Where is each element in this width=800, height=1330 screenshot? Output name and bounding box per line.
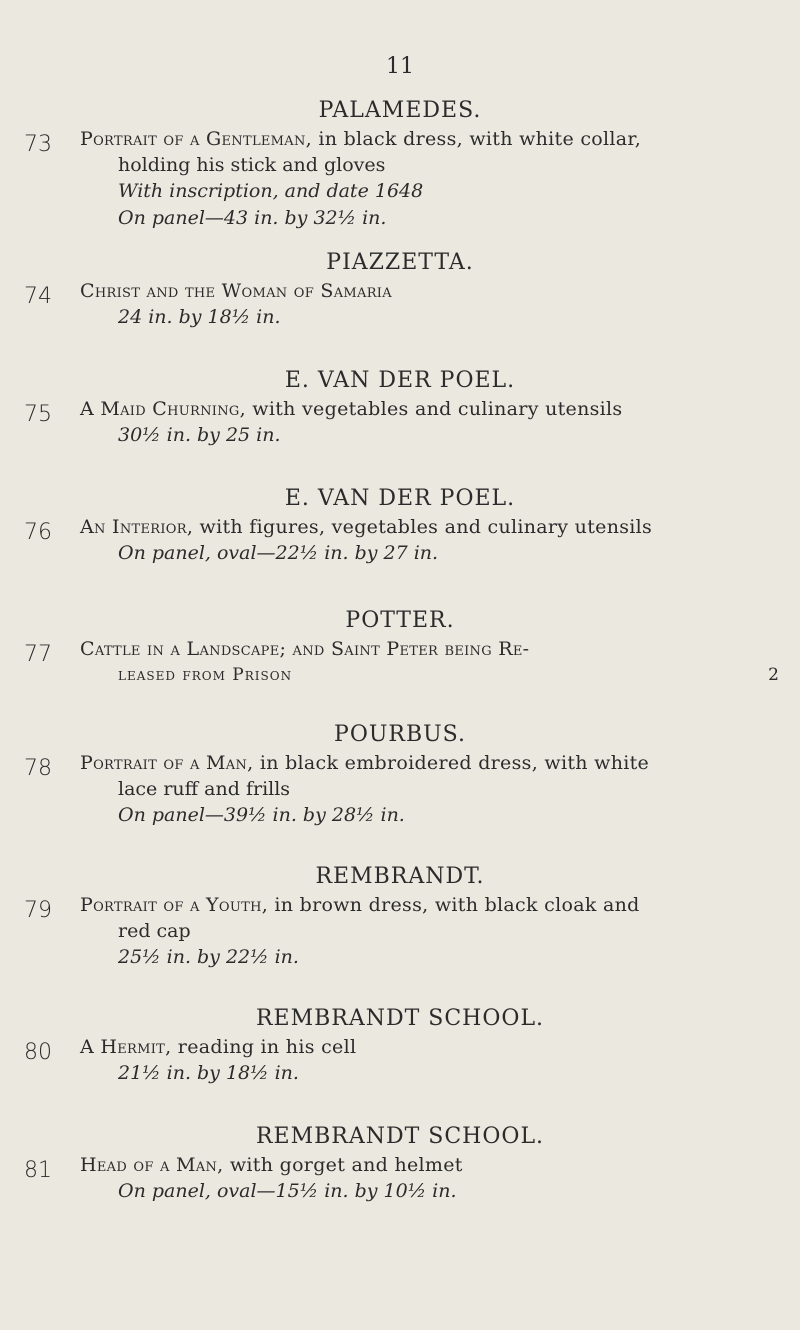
- artist-name: REMBRANDT SCHOOL.: [255, 1124, 545, 1149]
- lot-detail: On panel, oval—15½ in. by 10½ in.: [118, 1180, 457, 1202]
- title-continuation-row: [118, 662, 780, 688]
- lot-number: 77: [24, 642, 52, 667]
- lot-detail: 21½ in. by 18½ in.: [118, 1062, 299, 1084]
- title-rest: with vegetables and culinary utensils: [245, 398, 623, 420]
- artist-name: REMBRANDT SCHOOL.: [255, 1006, 545, 1031]
- lot-entry: [0, 1122, 800, 1205]
- lot-title: [80, 396, 782, 422]
- title-continuation: red cap: [118, 920, 191, 942]
- title-main: A Hermit,: [80, 1036, 172, 1058]
- title-main: Cattle in a Landscape; and Saint Peter being Re-: [80, 638, 530, 660]
- lot-entry: [0, 484, 800, 567]
- lot-detail: 30½ in. by 25 in.: [118, 424, 281, 446]
- lot-entry: [0, 248, 800, 331]
- lot-title: [80, 636, 782, 662]
- title-main: Head of a Man,: [80, 1154, 224, 1176]
- title-rest: with gorget and helmet: [223, 1154, 463, 1176]
- lot-number: 73: [24, 132, 52, 157]
- artist-name: PALAMEDES.: [318, 98, 482, 123]
- title-main: Portrait of a Man,: [80, 752, 254, 774]
- lot-entry: [0, 720, 800, 829]
- artist-name: POURBUS.: [334, 722, 466, 747]
- artist-name: PIAZZETTA.: [326, 250, 474, 275]
- title-main: A Maid Churning,: [80, 398, 246, 420]
- artist-name: E. VAN DER POEL.: [284, 486, 516, 511]
- lot-detail: 24 in. by 18½ in.: [118, 306, 281, 328]
- title-continuation: leased from Prison: [118, 665, 293, 685]
- lot-detail: With inscription, and date 1648: [118, 180, 424, 202]
- lot-number: 76: [24, 520, 52, 545]
- artist-name: POTTER.: [345, 608, 455, 633]
- title-rest: reading in his cell: [171, 1036, 357, 1058]
- lot-entry: [0, 366, 800, 449]
- page-number: 11: [386, 54, 414, 79]
- lot-title: [80, 514, 782, 540]
- title-continuation: holding his stick and gloves: [118, 154, 386, 176]
- lot-title: [80, 278, 782, 304]
- lot-entry: [0, 1004, 800, 1087]
- lot-count: 2: [768, 665, 780, 685]
- lot-number: 81: [24, 1158, 52, 1183]
- lot-title: [80, 892, 782, 918]
- lot-number: 75: [24, 402, 52, 427]
- lot-detail: On panel—39½ in. by 28½ in.: [118, 804, 405, 826]
- lot-entry: [0, 862, 800, 971]
- artist-name: E. VAN DER POEL.: [284, 368, 516, 393]
- lot-entry: [0, 606, 800, 688]
- lot-title: [80, 1034, 782, 1060]
- lot-number: 74: [24, 284, 52, 309]
- lot-number: 80: [24, 1040, 52, 1065]
- title-main: Portrait of a Gentleman,: [80, 128, 312, 150]
- lot-number: 78: [24, 756, 52, 781]
- title-main: An Interior,: [80, 516, 194, 538]
- lot-detail: On panel, oval—22½ in. by 27 in.: [118, 542, 439, 564]
- title-main: Portrait of a Youth,: [80, 894, 269, 916]
- title-rest: in black dress, with white collar,: [312, 128, 642, 150]
- lot-number: 79: [24, 898, 52, 923]
- lot-title: [80, 126, 782, 152]
- title-rest: with figures, vegetables and culinary utensils: [193, 516, 653, 538]
- artist-name: REMBRANDT.: [315, 864, 485, 889]
- lot-detail: On panel—43 in. by 32½ in.: [118, 207, 387, 229]
- title-rest: in brown dress, with black cloak and: [268, 894, 640, 916]
- lot-title: [80, 750, 782, 776]
- title-rest: in black embroidered dress, with white: [253, 752, 650, 774]
- lot-detail: 25½ in. by 22½ in.: [118, 946, 299, 968]
- lot-title: [80, 1152, 782, 1178]
- lot-entry: [0, 96, 800, 232]
- title-main: Christ and the Woman of Samaria: [80, 280, 392, 302]
- title-continuation: lace ruff and frills: [118, 778, 291, 800]
